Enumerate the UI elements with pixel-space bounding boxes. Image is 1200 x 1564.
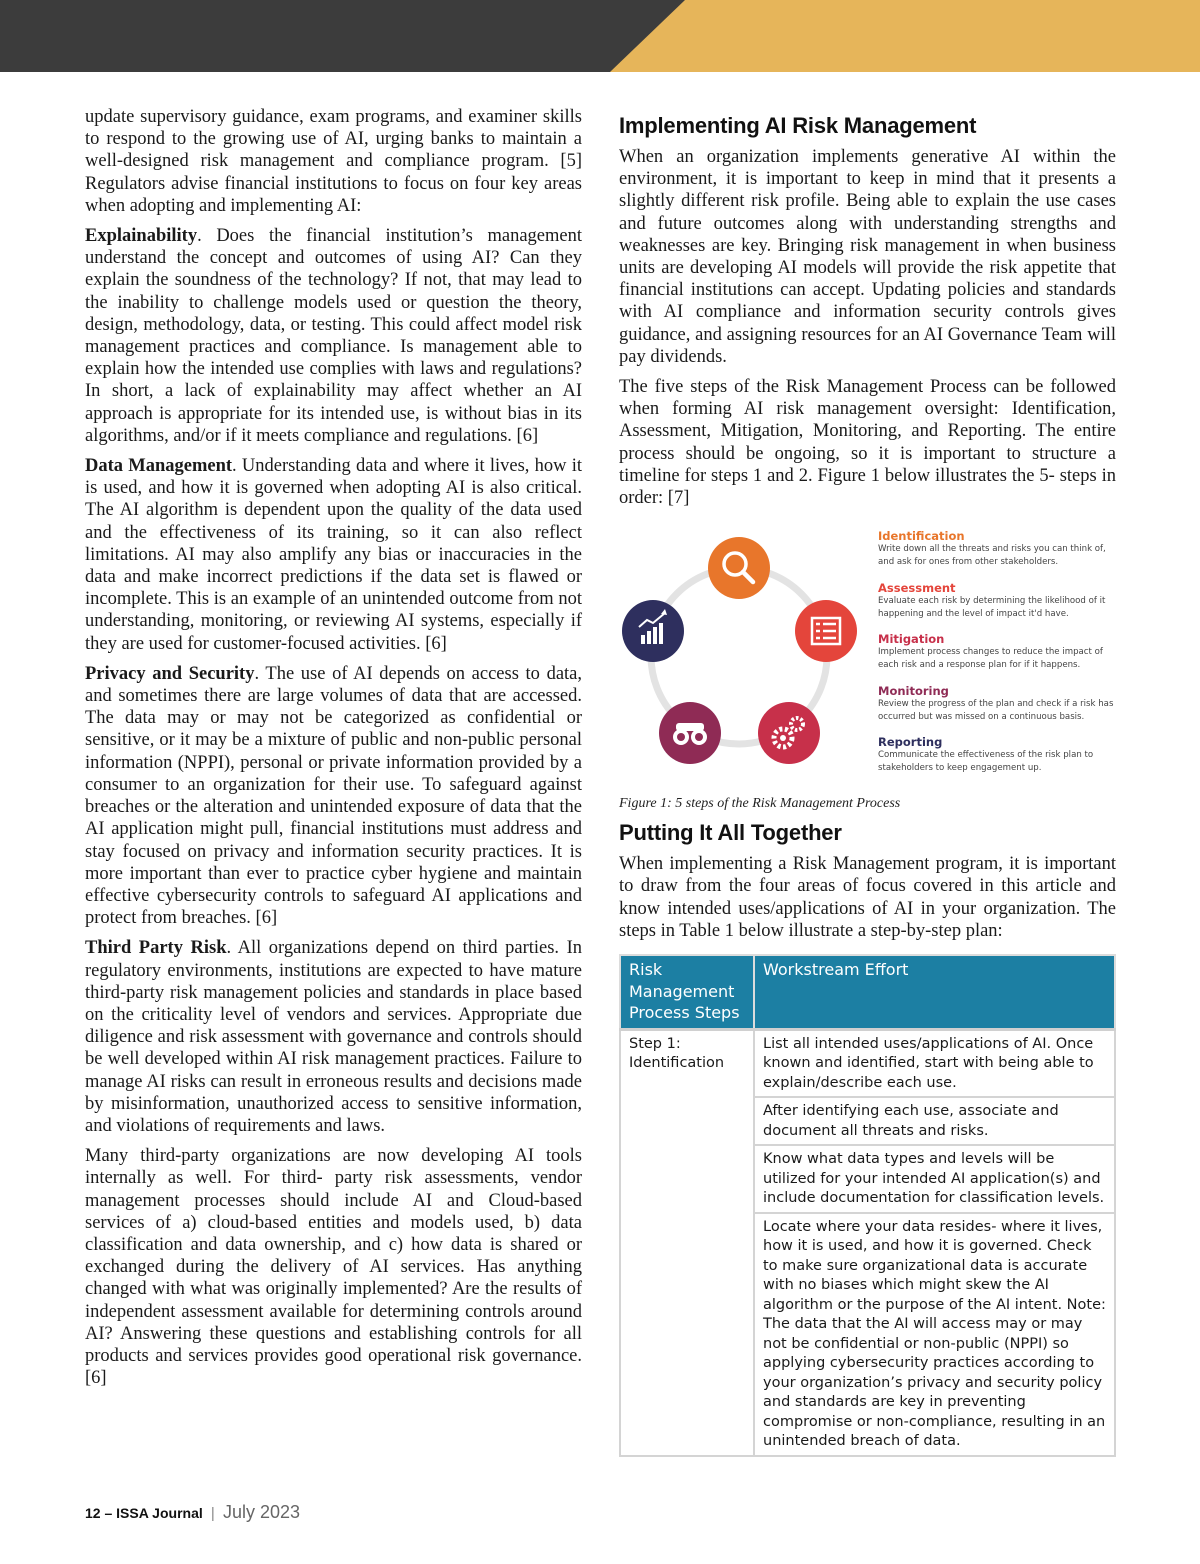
footer-page-label: 12 – ISSA Journal bbox=[85, 1505, 203, 1521]
step-description: Review the progress of the plan and check if a risk has occurred but was missed on a continuous basis. bbox=[878, 698, 1114, 722]
five-steps-paragraph: The five steps of the Risk Management Process can be followed when forming AI risk management oversight: Identification, Assessment, Mitigation, Monitoring, and Reporting. The entire process should be ongoing, so it is important to structure a timeline for steps 1 and 2. Figure 1 below illustrates the 5- steps in order: [7] bbox=[619, 377, 1116, 509]
table-row bbox=[620, 1029, 1115, 1097]
step-description: Write down all the threats and risks you can think of, and ask for ones from other stakeholders. bbox=[878, 544, 1106, 568]
footer-date: July 2023 bbox=[223, 1502, 301, 1522]
step-title: Identification bbox=[878, 529, 965, 544]
binoculars-icon bbox=[659, 702, 721, 764]
footer-separator: | bbox=[210, 1505, 215, 1522]
step-title: Reporting bbox=[878, 735, 943, 750]
explainability-text: . Does the financial institution’s management understand the concept and outcomes of using AI? Can they explain the soundness of the technology? If not, that may lead to the inability to challenge models used or question the theory, design, methodology, data, or testing. This could affect model risk management practices and compliance. Is management able to explain how the intended use complies with laws and regulations? In short, a lack of explainability may affect whether an AI approach is appropriate for its intended use, is without bias in its algorithms, and/or if it meets compliance and regulations. [6] bbox=[85, 226, 582, 446]
privacy-security-paragraph bbox=[85, 663, 582, 929]
table-cell: Know what data types and levels will be utilized for your intended AI application(s) and include documentation for classification levels. bbox=[754, 1145, 1115, 1213]
data-management-paragraph bbox=[85, 455, 582, 655]
explainability-term: Explainability bbox=[85, 226, 198, 247]
step-assessment bbox=[878, 581, 1118, 633]
third-party-text: . All organizations depend on third parties. In regulatory environments, institutions are expected to have mature third-party risk management policies and standards in place based on the criticality level of vendors and services. Appropriate due diligence and risk assessment with governance and controls should be well developed within AI risk management practices. Failure to manage AI risks can result in erroneous results and decisions made by misinformation, unauthorized access to sensitive information, and violations of requirements and laws. bbox=[85, 938, 582, 1136]
step-title: Assessment bbox=[878, 580, 956, 595]
table-cell: List all intended uses/applications of AI. Once known and identified, start with being able to explain/describe each use. bbox=[754, 1029, 1115, 1097]
table-cell: Locate where your data resides- where it lives, how it is used, and how it is governed. Check to make sure organizational data is accurate with no biases which might skew the AI algorithm or the purpose of the AI intent. Note: The data that the AI will access may or may not be confidential or non-public (NPPI) so applying cybersecurity practices according to your organization’s privacy and security policy and standards are key in preventing compromise or non-compliance, resulting in an unintended breach of data. bbox=[754, 1213, 1115, 1456]
together-paragraph: When implementing a Risk Management program, it is important to draw from the four areas of focus covered in this article and know intended uses/applications of AI in your organization. The steps in Table 1 below illustrate a step-by-step plan: bbox=[619, 854, 1116, 941]
step-description: Implement process changes to reduce the impact of each risk and a response plan for if it happens. bbox=[878, 647, 1103, 671]
risk-process-figure bbox=[619, 523, 1116, 793]
header-banner bbox=[0, 0, 1200, 72]
data-management-term: Data Management bbox=[85, 456, 233, 477]
step-reporting bbox=[878, 735, 1118, 787]
section-heading-together: Putting It All Together bbox=[619, 820, 842, 846]
intro-paragraph: update supervisory guidance, exam programs, and examiner skills to respond to the growing use of AI, urging banks to maintain a well-designed risk management and compliance program. [5] Regulators advise financial institutions to focus on four key areas when adopting and implementing AI: bbox=[85, 107, 582, 216]
step-title: Monitoring bbox=[878, 683, 949, 698]
table-header-effort: Workstream Effort bbox=[754, 955, 1115, 1029]
chart-icon bbox=[622, 600, 684, 662]
risk-cycle-diagram bbox=[619, 523, 879, 793]
step-description: Evaluate each risk by determining the likelihood of it happening and the level of impact it'd have. bbox=[878, 595, 1106, 619]
step-identification bbox=[878, 529, 1118, 581]
step-monitoring bbox=[878, 684, 1118, 736]
left-column bbox=[85, 106, 582, 1397]
gears-icon bbox=[758, 702, 820, 764]
table-step-cell: Step 1: Identification bbox=[620, 1029, 754, 1456]
third-party-paragraph-2: Many third-party organizations are now developing AI tools internally as well. For third- party risk assessments, vendor management processes should include AI and Cloud-based services of a) cloud-based entities and models used, b) data classification and data ownership, and c) how data is shared or exchanged during the delivery of AI services. Has anything changed with what was originally implemented? Are the results of independent assessment available for determining controls around AI? Answering these questions and establishing controls for all products and services provides good operational risk governance. [6] bbox=[85, 1146, 582, 1389]
third-party-paragraph bbox=[85, 937, 582, 1137]
step-title: Mitigation bbox=[878, 632, 945, 647]
table-header-steps: Risk Management Process Steps bbox=[620, 955, 754, 1029]
section-heading-implementing: Implementing AI Risk Management bbox=[619, 113, 977, 138]
data-management-text: . Understanding data and where it lives, how it is used, and how it is governed when adopting AI is also critical. The AI algorithm is dependent upon the quality of the data used and the effectiveness of its training, so it can also reflect limitations. AI may also amplify any bias or inaccuracies in the data and make incorrect predictions if the data set is flawed or incomplete. This is an example of an unintended outcome from not understanding, monitoring, or reviewing AI systems, especially if they are used for customer-focused activities. [6] bbox=[85, 456, 583, 654]
magnifier-icon bbox=[708, 537, 770, 599]
step-mitigation bbox=[878, 632, 1118, 684]
privacy-security-term: Privacy and Security bbox=[85, 663, 255, 684]
steps-legend bbox=[878, 529, 1118, 787]
plan-table bbox=[619, 954, 1116, 1457]
checklist-icon bbox=[795, 600, 857, 662]
page-footer bbox=[85, 1502, 300, 1523]
right-column bbox=[619, 112, 1116, 1457]
implementing-paragraph: When an organization implements generative AI within the environment, it is important to keep in mind that it presents a slightly different risk profile. Being able to explain the use cases and future outcomes along with understanding strengths and weaknesses are key. Bringing risk management in when business units are developing AI models will provide the risk appetite that financial institutions can accept. Updating policies and standards with AI compliance and information security controls gives guidance, and assigning resources for an AI Governance Team will pay dividends. bbox=[619, 147, 1116, 367]
table-cell: After identifying each use, associate and document all threats and risks. bbox=[754, 1097, 1115, 1145]
explainability-paragraph bbox=[85, 225, 582, 447]
third-party-term: Third Party Risk bbox=[85, 938, 227, 959]
step-description: Communicate the effectiveness of the risk plan to stakeholders to keep engagement up. bbox=[878, 750, 1094, 774]
privacy-security-text: . The use of AI depends on access to data, and sometimes there are large volumes of data that are accessed. The data may or may not be categorized as confidential or sensitive, or it may be a mixture of public and non-public personal information (NPPI), personal or private information provided by a consumer to an organization for their use. To safeguard against breaches or the alteration and unintended exposure of data that the AI application might pull, financial institutions must address and stay focused on privacy and information security practices. It is more important than ever to practice cyber hygiene and maintain effective cybersecurity controls to safeguard AI applications and protect from breaches. [6] bbox=[85, 663, 583, 929]
table-header-row bbox=[620, 955, 1115, 1029]
figure-caption: Figure 1: 5 steps of the Risk Management Process bbox=[619, 796, 901, 812]
